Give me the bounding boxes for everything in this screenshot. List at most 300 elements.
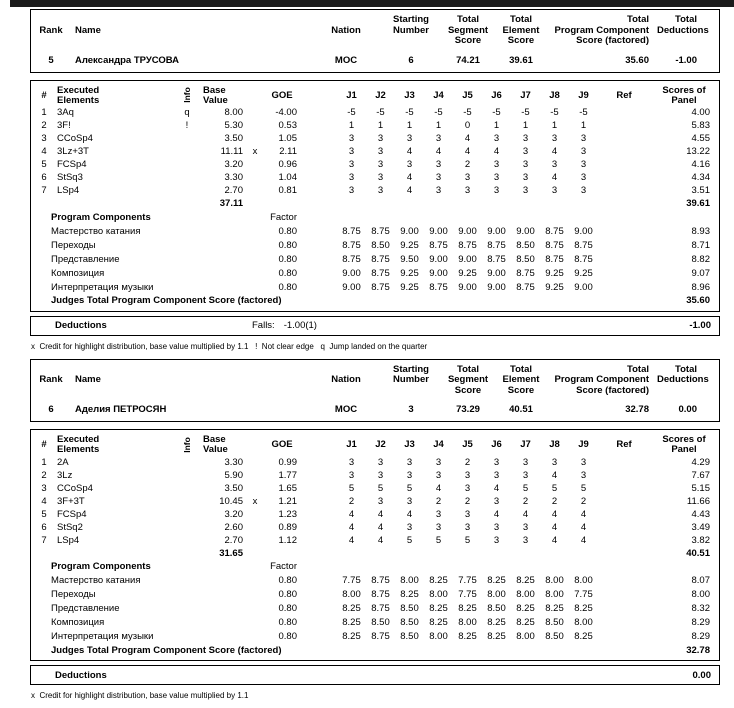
deductions-column — [657, 15, 717, 66]
base-value-x-marker — [245, 159, 265, 172]
judge-score: 3 — [377, 159, 384, 170]
starting-column — [381, 15, 441, 66]
judge-score: -5 — [347, 107, 356, 118]
executed-label-line: Executed — [57, 434, 100, 445]
element-ref — [598, 107, 650, 120]
element-base-value: 3.50 — [224, 133, 243, 144]
gap-cell — [299, 616, 337, 630]
segment-score-value: 73.29 — [456, 404, 480, 415]
starting-number-value: 6 — [408, 54, 414, 66]
content — [30, 9, 720, 708]
base-value-x-marker — [245, 521, 265, 534]
base-value-x-marker — [245, 456, 265, 469]
gap-cell — [299, 172, 337, 185]
component-judge-score: 8.50 — [487, 603, 506, 614]
judge-score: -5 — [405, 107, 414, 118]
component-judge-score: 8.00 — [516, 631, 535, 642]
element-row — [31, 107, 718, 120]
nation-column — [311, 15, 381, 66]
component-judge-score: 8.75 — [371, 589, 390, 600]
base-value-total: 37.11 — [219, 198, 243, 209]
base-value-x-marker — [245, 469, 265, 482]
component-judge-score: 8.25 — [516, 617, 535, 628]
base-value-x-marker: x — [252, 146, 258, 157]
element-info — [175, 456, 199, 469]
col-header-judge-3: J3 — [404, 89, 415, 101]
nation-value: MOC — [334, 54, 358, 66]
component-factor: 0.80 — [278, 631, 297, 642]
element-panel-score: 4.55 — [691, 133, 710, 144]
details-box — [30, 80, 720, 312]
col-header-judge-9: J9 — [578, 89, 589, 101]
rank-column — [31, 365, 71, 416]
base-value-x-marker — [245, 133, 265, 146]
gap-cell — [299, 508, 337, 521]
component-judge-score: 8.75 — [371, 603, 390, 614]
component-judge-score: 8.00 — [574, 575, 593, 586]
judge-score: 3 — [435, 159, 442, 170]
col-header-judge-9: J9 — [578, 439, 589, 450]
element-base-value: 3.20 — [224, 159, 243, 170]
element-name: 3F+3T — [57, 495, 85, 507]
col-header-goe: GOE — [271, 89, 293, 101]
component-judge-score: 9.00 — [516, 225, 535, 237]
element-goe: 2.11 — [279, 146, 297, 157]
element-info — [175, 172, 199, 185]
component-judge-score: 8.75 — [574, 253, 593, 265]
base-value-total: 31.65 — [219, 547, 243, 559]
element-ref — [598, 146, 650, 159]
judge-score: 3 — [493, 469, 500, 481]
footnote: x Credit for highlight distribution, base value multiplied by 1.1 — [31, 691, 249, 700]
element-ref — [598, 185, 650, 198]
judge-score: 4 — [522, 508, 529, 520]
component-name: Композиция — [51, 267, 105, 279]
element-panel-score: 3.82 — [691, 534, 710, 546]
component-panel-score: 8.29 — [691, 617, 710, 628]
deduction-detail-label: Falls: — [252, 320, 275, 331]
component-judge-score: 9.00 — [458, 225, 477, 237]
deductions-column-label: Deductions — [657, 374, 709, 385]
element-score-value: 40.51 — [509, 404, 533, 415]
gap-cell — [299, 146, 337, 159]
component-judge-score: 9.00 — [429, 253, 448, 265]
judge-score: 3 — [348, 133, 355, 144]
judge-score: 3 — [348, 172, 355, 183]
component-judge-score: 9.00 — [400, 225, 419, 237]
element-panel-score: 11.66 — [686, 495, 710, 507]
component-name: Интерпретация музыки — [51, 631, 154, 642]
element-base-value: 2.70 — [224, 185, 243, 196]
component-judge-score: 8.75 — [487, 239, 506, 251]
element-base-value: 3.30 — [224, 172, 243, 183]
component-factor: 0.80 — [278, 239, 297, 251]
element-base-value: 2.70 — [224, 534, 243, 546]
component-judge-score: 9.25 — [458, 267, 477, 279]
base-value-label-line: Base — [203, 84, 226, 96]
component-row — [31, 239, 718, 253]
judge-score: 4 — [406, 185, 413, 196]
component-judge-score: 7.75 — [458, 589, 477, 600]
judge-score: 3 — [493, 133, 500, 144]
judge-score: 5 — [406, 482, 413, 494]
name-column-label — [75, 15, 311, 26]
judge-score: 3 — [522, 159, 529, 170]
element-base-value: 5.30 — [224, 120, 243, 131]
judge-score: 3 — [464, 482, 471, 494]
segment-column-label: Score — [454, 384, 482, 396]
element-goe: 1.77 — [278, 469, 297, 481]
component-row — [31, 574, 718, 588]
judge-score: 4 — [348, 508, 355, 520]
judge-score: 1 — [435, 120, 442, 131]
deductions-value: -1.00 — [689, 320, 711, 331]
component-ref — [598, 602, 650, 616]
component-judge-score: 9.50 — [400, 253, 419, 265]
judge-score: 4 — [406, 172, 413, 183]
nation-column-label — [311, 386, 381, 397]
deductions-column — [657, 365, 717, 416]
judge-score: 4 — [464, 133, 471, 144]
element-info — [175, 482, 199, 495]
element-goe: 1.05 — [278, 133, 297, 144]
component-panel-score: 8.93 — [691, 225, 710, 237]
judge-score: 1 — [406, 120, 413, 131]
component-judge-score: 8.50 — [400, 617, 419, 628]
col-header-judge-1: J1 — [346, 89, 357, 101]
element-number: 7 — [41, 534, 47, 546]
judges-total-row — [31, 295, 718, 308]
rank-value: 6 — [48, 404, 54, 415]
component-judge-score: 8.25 — [574, 603, 593, 614]
gap-cell — [299, 267, 337, 281]
component-judge-score: 8.75 — [342, 239, 361, 251]
element-name: 3F! — [57, 120, 71, 131]
judge-score: 1 — [348, 120, 355, 131]
segment-column-label: Total — [457, 14, 479, 25]
component-factor: 0.80 — [278, 267, 297, 279]
component-judge-score: 7.75 — [574, 589, 593, 600]
name-column — [71, 15, 311, 66]
judge-score: 2 — [464, 159, 471, 170]
component-panel-score: 8.29 — [691, 631, 710, 642]
judge-score: 3 — [406, 469, 413, 481]
element-row — [31, 469, 718, 482]
nation-column-label: Nation — [331, 374, 361, 385]
result-header-box — [30, 9, 720, 73]
deductions-label: Deductions — [55, 669, 107, 681]
segment-column-label: Score — [454, 35, 482, 46]
judge-score: 4 — [493, 508, 500, 520]
gap-cell — [299, 469, 337, 482]
component-judge-score: 8.25 — [458, 603, 477, 614]
element-row — [31, 521, 718, 534]
base-value-x-marker — [245, 172, 265, 185]
element-name: LSp4 — [57, 185, 80, 196]
component-judge-score: 8.75 — [487, 253, 506, 265]
judge-score: 3 — [377, 456, 384, 468]
judge-score: 5 — [522, 482, 529, 494]
judge-score: 4 — [551, 534, 558, 546]
component-column-label: Total — [627, 363, 649, 375]
judge-score: 3 — [580, 172, 587, 183]
component-judge-score: 8.25 — [429, 575, 448, 586]
judge-score: -5 — [550, 107, 559, 118]
col-header-goe: GOE — [271, 439, 293, 450]
component-row — [31, 267, 718, 281]
base-value-x-marker: x — [252, 495, 258, 507]
judge-score: 5 — [377, 482, 384, 494]
component-judge-score: 8.25 — [545, 603, 564, 614]
component-judge-score: 8.50 — [545, 631, 564, 642]
program-components-label: Program Components — [51, 211, 151, 223]
element-ref — [598, 172, 650, 185]
judge-score: 3 — [377, 172, 384, 183]
judge-score: 5 — [580, 482, 587, 494]
base-value-x-marker — [245, 482, 265, 495]
judge-score: 2 — [580, 495, 587, 507]
deductions-total-value: 0.00 — [678, 404, 697, 415]
judge-score: 3 — [522, 521, 529, 533]
component-judge-score: 8.75 — [545, 239, 564, 251]
col-header-base-value — [199, 85, 245, 107]
element-row — [31, 482, 718, 495]
judge-score: -5 — [376, 107, 385, 118]
component-judge-score: 7.75 — [342, 575, 361, 586]
component-ref — [598, 281, 650, 295]
judge-score: 3 — [464, 521, 471, 533]
component-name: Интерпретация музыки — [51, 281, 154, 293]
judge-score: 3 — [580, 456, 587, 468]
judges-total-value: 32.78 — [686, 644, 710, 656]
element-base-value: 2.60 — [224, 521, 243, 533]
judge-score: 3 — [464, 185, 471, 196]
col-header-gap — [299, 85, 337, 107]
judge-score: 1 — [377, 120, 384, 131]
element-column-label: Score — [507, 35, 535, 46]
judge-score: 2 — [435, 495, 442, 507]
segment-column-label: Segment — [447, 374, 489, 385]
judge-score: 3 — [464, 469, 471, 481]
element-number: 7 — [41, 185, 47, 196]
col-header-judge-2: J2 — [375, 439, 386, 450]
component-judge-score: 9.00 — [574, 281, 593, 293]
judge-score: -5 — [521, 107, 530, 118]
component-judge-score: 8.75 — [545, 225, 564, 237]
component-row — [31, 253, 718, 267]
component-factor: 0.80 — [278, 603, 297, 614]
base-value-total-row — [31, 547, 718, 560]
executed-label-line: Elements — [57, 94, 100, 106]
element-goe: 0.81 — [278, 185, 297, 196]
element-number: 4 — [41, 495, 47, 507]
table-header-row — [31, 434, 718, 456]
element-column — [495, 15, 547, 66]
judge-score: 4 — [348, 521, 355, 533]
rank-column-label — [31, 36, 71, 47]
element-panel-score: 3.51 — [691, 185, 710, 196]
component-judge-score: 8.75 — [545, 253, 564, 265]
component-judge-score: 8.25 — [487, 631, 506, 642]
segment-column — [441, 15, 495, 66]
judge-score: 3 — [522, 133, 529, 144]
element-goe: 0.53 — [278, 120, 297, 131]
program-components-header-row — [31, 560, 718, 574]
component-name: Переходы — [51, 589, 96, 600]
info-rotated-label: Info — [181, 436, 192, 453]
segment-column-label: Total — [457, 363, 479, 375]
component-column — [547, 365, 657, 416]
judge-score: 4 — [551, 172, 558, 183]
judge-score: 3 — [464, 508, 471, 520]
component-judge-score: 8.75 — [574, 239, 593, 251]
judge-score: 3 — [522, 456, 529, 468]
element-number: 4 — [41, 146, 47, 157]
col-header-x-spacer — [245, 85, 265, 107]
component-judge-score: 9.00 — [487, 281, 506, 293]
element-info — [175, 159, 199, 172]
component-judge-score: 8.00 — [487, 589, 506, 600]
judge-score: 3 — [493, 521, 500, 533]
component-judge-score: 9.25 — [400, 239, 419, 251]
component-factor: 0.80 — [278, 225, 297, 237]
gap-cell — [299, 281, 337, 295]
judge-score: 5 — [435, 534, 442, 546]
element-number: 5 — [41, 508, 47, 520]
component-judge-score: 8.75 — [371, 253, 390, 265]
judge-score: 3 — [377, 185, 384, 196]
component-judge-score: 9.00 — [487, 225, 506, 237]
base-value-x-marker — [245, 508, 265, 521]
nation-value: MOC — [334, 404, 358, 415]
judge-score: 4 — [377, 521, 384, 533]
judge-score: 3 — [348, 456, 355, 468]
component-judge-score: 8.75 — [371, 267, 390, 279]
element-row — [31, 456, 718, 469]
element-ref — [598, 534, 650, 547]
base-value-label-line: Value — [203, 444, 228, 455]
name-column — [71, 365, 311, 416]
judge-score: 4 — [348, 534, 355, 546]
component-column-label: Score (factored) — [576, 384, 649, 396]
judge-score: -5 — [463, 107, 472, 118]
judge-score: 4 — [551, 508, 558, 520]
element-info — [175, 508, 199, 521]
base-value-label-line: Base — [203, 434, 226, 445]
component-ref — [598, 574, 650, 588]
gap-cell — [299, 107, 337, 120]
judge-score: 3 — [551, 185, 558, 196]
element-ref — [598, 456, 650, 469]
element-name: 2A — [57, 456, 69, 468]
component-panel-score: 8.00 — [691, 589, 710, 600]
skater-name: Аделия ПЕТРОСЯН — [75, 404, 167, 415]
component-judge-score: 8.25 — [487, 575, 506, 586]
element-row — [31, 495, 718, 508]
judge-score: -5 — [492, 107, 501, 118]
component-judge-score: 9.00 — [574, 225, 593, 237]
col-header-judge-5: J5 — [462, 439, 473, 450]
col-header-ref: Ref — [616, 89, 632, 101]
judge-score: 3 — [377, 146, 384, 157]
judge-score: 3 — [580, 146, 587, 157]
element-info — [175, 146, 199, 159]
component-judge-score: 8.50 — [400, 603, 419, 614]
judge-score: 3 — [580, 159, 587, 170]
component-judge-score: 9.25 — [400, 281, 419, 293]
element-column-label: Total — [510, 14, 532, 25]
component-judge-score: 8.00 — [342, 589, 361, 600]
element-ref — [598, 482, 650, 495]
component-judge-score: 8.25 — [342, 603, 361, 614]
judge-score: 4 — [435, 482, 442, 494]
judge-score: 3 — [348, 159, 355, 170]
nation-column-label — [311, 36, 381, 47]
factor-label: Factor — [270, 561, 297, 572]
factor-label: Factor — [270, 211, 297, 223]
element-name: 3Aq — [57, 107, 74, 118]
component-judge-score: 8.50 — [371, 617, 390, 628]
judge-score: 3 — [551, 133, 558, 144]
skater-name: Александра ТРУСОВА — [75, 54, 180, 66]
judge-score: 3 — [522, 185, 529, 196]
judge-score: 4 — [435, 146, 442, 157]
base-value-x-marker — [245, 120, 265, 133]
table-header-row — [31, 85, 718, 107]
component-column-label: Total — [627, 14, 649, 25]
element-row — [31, 508, 718, 521]
element-ref — [598, 159, 650, 172]
col-header-base-value — [199, 434, 245, 456]
col-header-gap — [299, 434, 337, 456]
element-panel-score: 4.43 — [691, 508, 710, 520]
judge-score: 2 — [348, 495, 355, 507]
component-ref — [598, 253, 650, 267]
gap-cell — [299, 588, 337, 602]
judge-score: 3 — [435, 456, 442, 468]
element-name: CCoSp4 — [57, 482, 93, 494]
col-header-executed-elements — [57, 85, 175, 107]
name-column-label: Name — [75, 374, 101, 385]
element-info — [175, 469, 199, 482]
component-panel-score: 8.82 — [691, 253, 710, 265]
component-panel-score: 8.07 — [691, 575, 710, 586]
judge-score: 4 — [580, 534, 587, 546]
judge-score: 4 — [551, 469, 558, 481]
element-goe: -4.00 — [275, 107, 297, 118]
elements-table — [31, 434, 718, 657]
judge-score: 3 — [435, 521, 442, 533]
col-header-judge-3: J3 — [404, 439, 415, 450]
program-components-header-row — [31, 211, 718, 225]
col-header-executed-elements — [57, 434, 175, 456]
component-factor: 0.80 — [278, 575, 297, 586]
element-info — [175, 133, 199, 146]
col-header-judge-2: J2 — [375, 89, 386, 101]
component-column-label: Program Component — [554, 374, 649, 385]
details-box — [30, 429, 720, 661]
component-name: Композиция — [51, 617, 105, 628]
component-name: Мастерство катания — [51, 225, 141, 237]
rank-column-label — [31, 386, 71, 397]
element-panel-score: 5.15 — [691, 482, 710, 494]
judge-score: 5 — [348, 482, 355, 494]
executed-label-line: Elements — [57, 444, 100, 455]
judge-score: 3 — [493, 185, 500, 196]
footnote: x Credit for highlight distribution, base value multiplied by 1.1 ! Not clear edge q Jump landed on the quarter — [31, 341, 428, 351]
component-judge-score: 8.75 — [516, 267, 535, 279]
name-column-label: Name — [75, 24, 101, 36]
